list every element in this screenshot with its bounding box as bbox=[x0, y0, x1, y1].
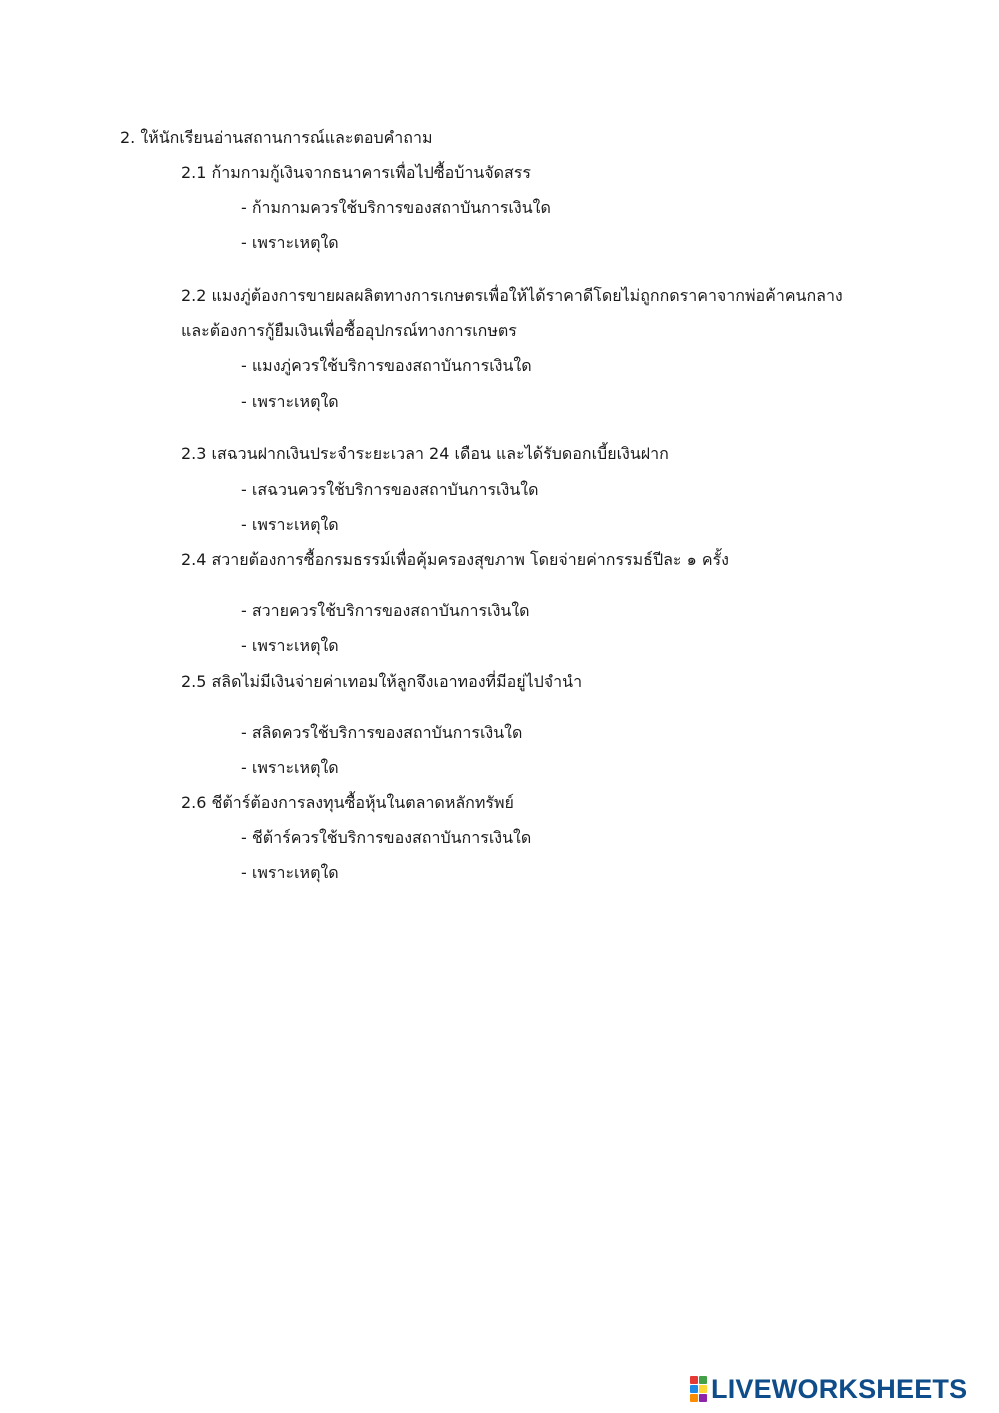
logo-mark-icon bbox=[690, 1376, 708, 1402]
question-2-2: - แมงภู่ควรใช้บริการของสถาบันการเงินใด bbox=[241, 356, 532, 375]
question-2-3: - เสฉวนควรใช้บริการของสถาบันการเงินใด bbox=[241, 480, 539, 499]
question-2-1: - ก้ามกามควรใช้บริการของสถาบันการเงินใด bbox=[241, 198, 551, 217]
reason-2-1: - เพราะเหตุใด bbox=[241, 233, 339, 252]
scenario-2-2-continued: และต้องการกู้ยืมเงินเพื่อซื้ออุปกรณ์ทางการเกษตร bbox=[181, 321, 517, 340]
scenario-2-3: 2.3 เสฉวนฝากเงินประจำระยะเวลา 24 เดือน และได้รับดอกเบี้ยเงินฝาก bbox=[181, 444, 669, 463]
reason-2-3: - เพราะเหตุใด bbox=[241, 515, 339, 534]
reason-2-5: - เพราะเหตุใด bbox=[241, 758, 339, 777]
scenario-2-1: 2.1 ก้ามกามกู้เงินจากธนาคารเพื่อไปซื้อบ้านจัดสรร bbox=[181, 163, 531, 182]
scenario-2-4: 2.4 สวายต้องการซื้อกรมธรรม์เพื่อคุ้มครองสุขภาพ โดยจ่ายค่ากรรมธ์ปีละ ๑ ครั้ง bbox=[181, 550, 729, 569]
question-2-4: - สวายควรใช้บริการของสถาบันการเงินใด bbox=[241, 601, 530, 620]
logo-wordmark: LIVEWORKSHEETS bbox=[711, 1373, 968, 1404]
question-2-6: - ชีต้าร์ควรใช้บริการของสถาบันการเงินใด bbox=[241, 828, 532, 847]
reason-2-4: - เพราะเหตุใด bbox=[241, 636, 339, 655]
scenario-2-6: 2.6 ชีต้าร์ต้องการลงทุนซื้อหุ้นในตลาดหลักทรัพย์ bbox=[181, 793, 514, 812]
question-2-5: - สลิดควรใช้บริการของสถาบันการเงินใด bbox=[241, 723, 523, 742]
reason-2-2: - เพราะเหตุใด bbox=[241, 392, 339, 411]
liveworksheets-logo bbox=[690, 1372, 967, 1406]
scenario-2-2: 2.2 แมงภู่ต้องการขายผลผลิตทางการเกษตรเพื่อให้ได้ราคาดีโดยไม่ถูกกดราคาจากพ่อค้าคนกลาง bbox=[181, 286, 843, 305]
scenario-2-5: 2.5 สลิดไม่มีเงินจ่ายค่าเทอมให้ลูกจึงเอาทองที่มีอยู่ไปจำนำ bbox=[181, 672, 583, 691]
reason-2-6: - เพราะเหตุใด bbox=[241, 863, 339, 882]
section-title: 2. ให้นักเรียนอ่านสถานการณ์และตอบคำถาม bbox=[120, 128, 433, 147]
